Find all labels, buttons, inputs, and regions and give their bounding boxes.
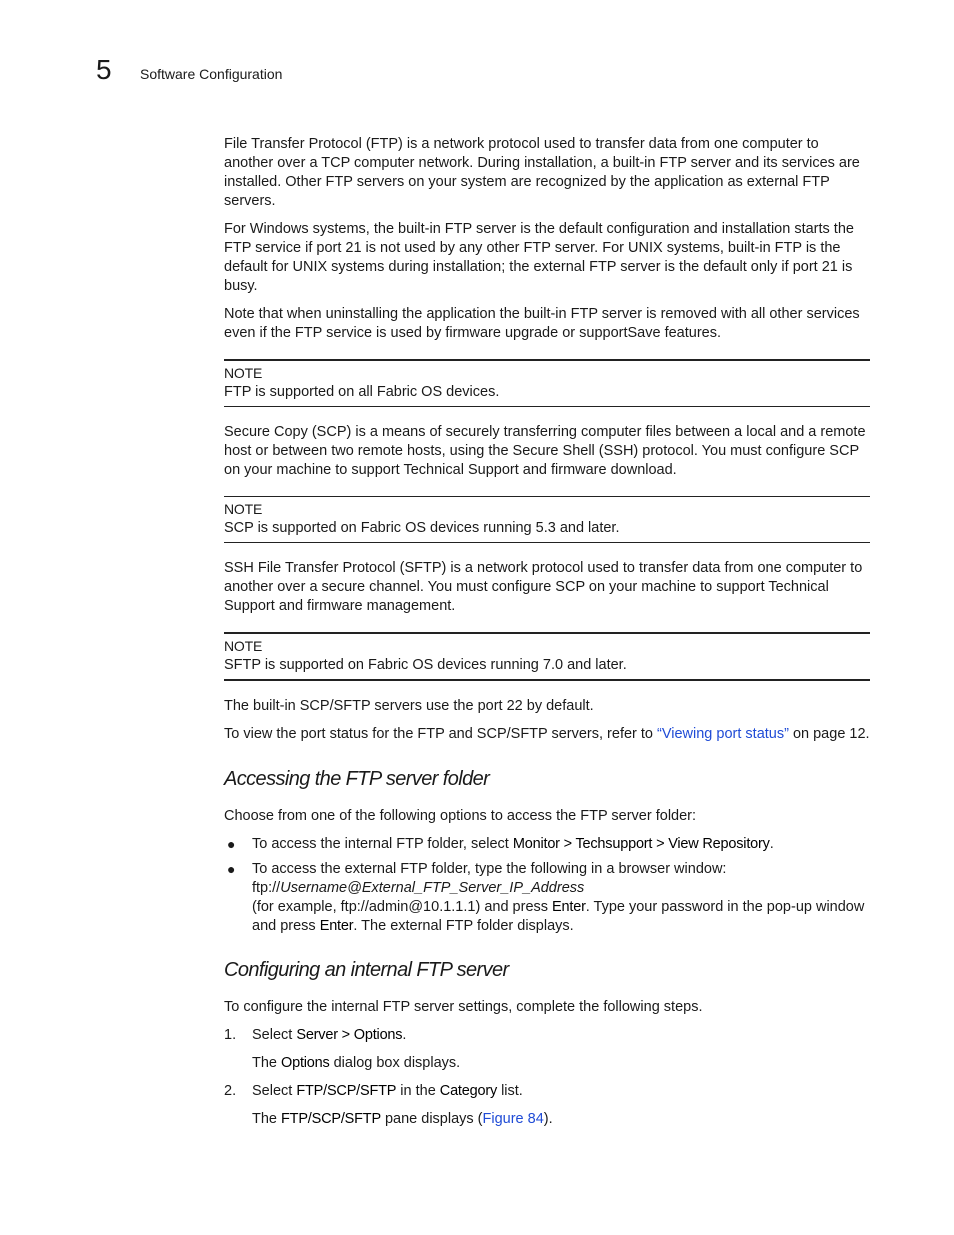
step-result [224,1110,870,1129]
bullet-icon: ● [227,861,236,877]
text: Select [252,1027,297,1043]
port-default-paragraph: The built-in SCP/SFTP servers use the port 22 by default. [224,698,594,714]
section-heading-accessing-ftp: Accessing the FTP server folder [224,768,490,790]
text: (for example, ftp://admin@10.1.1.1) and press [252,899,553,915]
page-content [224,135,870,1138]
list-item [224,835,870,854]
configuration-steps [224,1026,870,1045]
intro-paragraph-2: For Windows systems, the built-in FTP server is the default configuration and installation starts the FTP service if port 21 is not used by any other FTP server. For UNIX systems, built-in FTP is the default for UNIX systems during installation; the external FTP server is the default only if port 21 is busy. [224,221,854,294]
section2-intro: To configure the internal FTP server settings, complete the following steps. [224,999,703,1015]
chapter-number: 5 [96,54,112,85]
section1-intro: Choose from one of the following options to access the FTP server folder: [224,808,697,824]
text: The [252,1055,282,1071]
text: To view the port status for the FTP and SCP/SFTP servers, refer to [224,726,658,742]
menu-path: Server > Options [296,1027,403,1043]
text: To access the external FTP folder, type the following in a browser window: [252,861,727,877]
note-sftp [224,632,870,681]
text: . The external FTP folder displays. [353,918,574,934]
note-ftp [224,359,870,407]
example-text [252,898,870,936]
ftp-url-template [252,879,870,898]
sftp-paragraph: SSH File Transfer Protocol (SFTP) is a network protocol used to transfer data from one computer to another over a secure channel. You must configure SCP on your machine to support Technical Support and firmware management. [224,560,863,614]
text: list. [497,1083,523,1099]
text: The [252,1111,282,1127]
list-name: Category [439,1083,498,1099]
text: dialog box displays. [329,1055,461,1071]
text: in the [396,1083,440,1099]
step-number: 2. [224,1083,237,1099]
category-name: FTP/SCP/SFTP [296,1083,397,1099]
intro-paragraph-1: File Transfer Protocol (FTP) is a network protocol used to transfer data from one computer to another over a TCP computer network. During installation, a built-in FTP server and its services are installed. Other FTP servers on your system are recognized by the application as external FTP servers. [224,136,860,209]
step-number: 1. [224,1027,237,1043]
note-label: NOTE [224,638,263,654]
note-text: FTP is supported on all Fabric OS devices. [224,384,500,400]
list-item [224,860,870,936]
dialog-name: Options [281,1055,330,1071]
note-label: NOTE [224,365,263,381]
enter-key: Enter [319,918,354,934]
menu-path: Monitor > Techsupport > View Repository [512,836,770,852]
note-scp [224,496,870,543]
text: To access the internal FTP folder, select [252,836,513,852]
access-options-list [224,835,870,936]
figure-84-link[interactable]: Figure 84 [482,1111,544,1127]
text: . [402,1027,407,1043]
section-heading-configuring-ftp: Configuring an internal FTP server [224,959,509,981]
step-item [224,1082,870,1101]
text: . [769,836,774,852]
text: ). [543,1111,553,1127]
intro-paragraph-3: Note that when uninstalling the application the built-in FTP server is removed with all other services even if the FTP service is used by firmware upgrade or supportSave features. [224,306,860,341]
scp-paragraph: Secure Copy (SCP) is a means of securely transferring computer files between a local and a remote host or between two remote hosts, using the Secure Shell (SSH) protocol. You must configure SCP on your machine to support Technical Support and firmware download. [224,424,866,478]
note-text: SCP is supported on Fabric OS devices running 5.3 and later. [224,520,620,536]
text: pane displays ( [380,1111,483,1127]
text: Select [252,1083,297,1099]
configuration-steps [224,1082,870,1101]
enter-key: Enter [552,899,586,915]
text: ftp:// [252,880,281,896]
pane-name: FTP/SCP/SFTP [281,1111,381,1127]
note-label: NOTE [224,501,263,517]
text: . Type your password in the pop-up window and press [252,899,865,934]
viewing-port-status-link[interactable]: “Viewing port status” [657,726,789,742]
note-text: SFTP is supported on Fabric OS devices running 7.0 and later. [224,657,627,673]
page-header [0,0,954,100]
url-placeholder: Username@External_FTP_Server_IP_Address [280,880,585,896]
chapter-title: Software Configuration [140,66,283,82]
port-reference-paragraph [224,725,870,744]
bullet-icon: ● [227,836,236,852]
step-result [224,1054,870,1073]
text: on page 12. [788,726,870,742]
step-item [224,1026,870,1045]
